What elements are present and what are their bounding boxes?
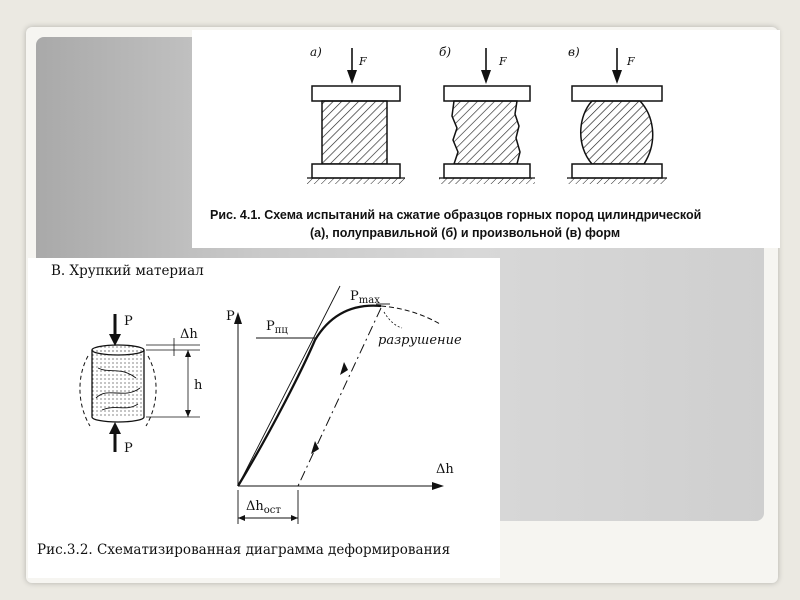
p-pc-label: $P_{пц}$ — [266, 319, 288, 336]
y-axis-arrow — [234, 312, 242, 324]
x-axis-label: Δh — [436, 462, 454, 477]
force-label-c: F — [627, 55, 635, 68]
y-axis-label: P — [226, 309, 235, 324]
failure-continuation — [381, 306, 440, 324]
top-caption-line-2: (а), полуправильной (б) и произвольной (в) форм — [310, 226, 621, 240]
bottom-caption: Рис.3.2. Схематизированная диаграмма деформирования — [37, 542, 451, 558]
panel-label-a: а) — [310, 45, 322, 59]
section-heading: В. Хрупкий материал — [51, 263, 204, 279]
x-axis-arrow — [432, 482, 444, 490]
delta-h-label: Δh — [180, 327, 198, 342]
unloading-line — [298, 308, 381, 486]
panel-label-c: в) — [568, 45, 580, 59]
force-label-a: F — [359, 55, 367, 68]
p-max-label: $P_{max}$ — [350, 289, 380, 306]
panel-label-b: б) — [439, 45, 452, 59]
load-deformation-diagram — [226, 286, 462, 524]
figure-compression-test-schemes — [192, 30, 780, 248]
failure-label: разрушение — [378, 333, 462, 348]
figure-brittle-material — [28, 258, 500, 578]
scheme-a-cylindrical — [307, 45, 405, 184]
load-top-label: P — [124, 314, 133, 329]
scheme-b-semiregular — [439, 45, 535, 184]
specimen-sketch — [80, 314, 203, 456]
scheme-c-irregular — [567, 45, 667, 184]
residual-deformation-label: $\Delta h_{ост}$ — [246, 499, 281, 516]
force-label-b: F — [499, 55, 507, 68]
top-caption-line-1: Рис. 4.1. Схема испытаний на сжатие образцов горных пород цилиндрической — [210, 208, 702, 222]
load-bottom-label: P — [124, 441, 133, 456]
proportional-line — [238, 286, 340, 486]
h-label: h — [194, 378, 203, 393]
loading-curve — [238, 306, 381, 486]
